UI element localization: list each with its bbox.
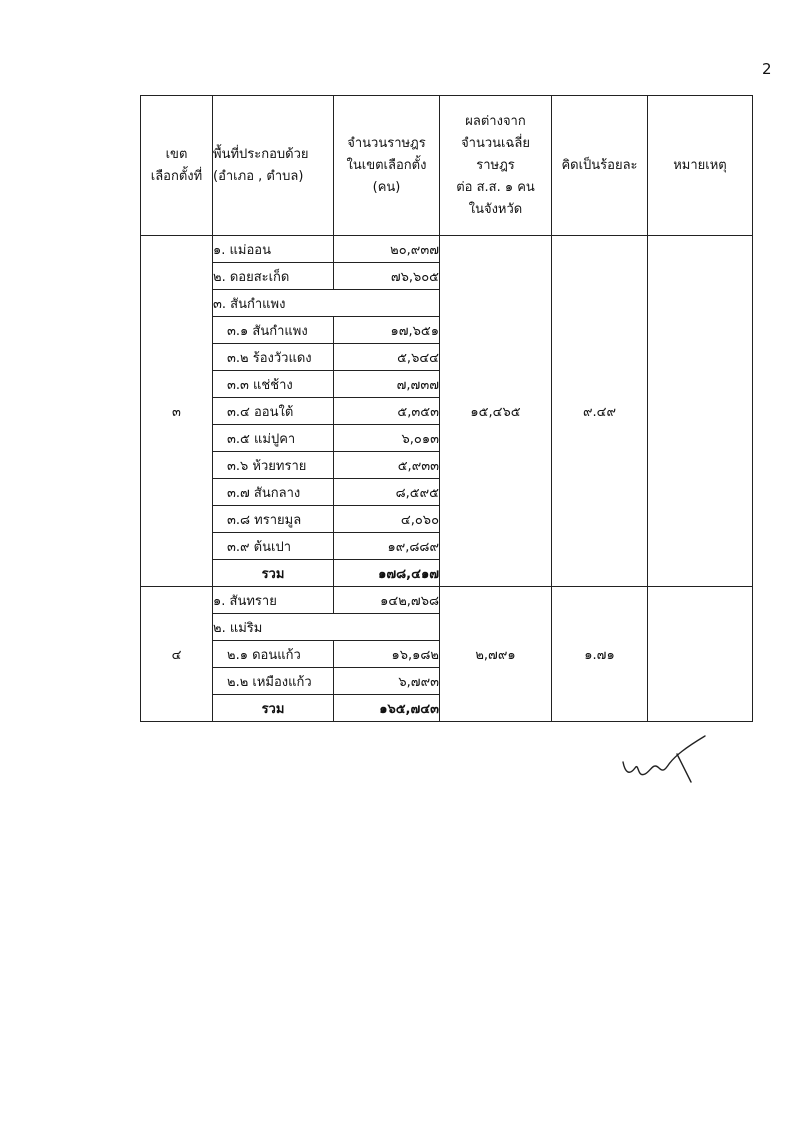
area-name: ๓.๕ แม่ปูคา <box>213 425 334 452</box>
header-remark: หมายเหตุ <box>648 96 753 236</box>
remark-cell <box>648 236 753 587</box>
total-value: ๑๖๕,๗๔๓ <box>334 695 440 722</box>
area-name: ๒. แม่ริม <box>213 614 440 641</box>
area-name: ๓.๔ ออนใต้ <box>213 398 334 425</box>
area-name: ๑. แม่ออน <box>213 236 334 263</box>
total-label: รวม <box>213 560 334 587</box>
population-value: ๗,๗๓๗ <box>334 371 440 398</box>
population-value: ๑๔๒,๗๖๘ <box>334 587 440 614</box>
total-value: ๑๗๘,๔๑๗ <box>334 560 440 587</box>
population-value: ๔,๐๖๐ <box>334 506 440 533</box>
header-population: จำนวนราษฎร ในเขตเลือกตั้ง (คน) <box>334 96 440 236</box>
population-value: ๗๖,๖๐๕ <box>334 263 440 290</box>
population-value: ๒๐,๙๓๗ <box>334 236 440 263</box>
district-number: ๔ <box>141 587 213 722</box>
area-name: ๓.๓ แช่ช้าง <box>213 371 334 398</box>
signature <box>615 728 725 788</box>
area-name: ๒.๒ เหมืองแก้ว <box>213 668 334 695</box>
area-name: ๓.๑ สันกำแพง <box>213 317 334 344</box>
area-name: ๓.๒ ร้องวัวแดง <box>213 344 334 371</box>
header-row <box>141 96 753 236</box>
population-value: ๑๗,๖๕๑ <box>334 317 440 344</box>
percent-value: ๙.๔๙ <box>552 236 648 587</box>
table-row <box>141 236 753 263</box>
population-value: ๕,๙๓๓ <box>334 452 440 479</box>
area-name: ๓.๖ ห้วยทราย <box>213 452 334 479</box>
population-value: ๖,๗๙๓ <box>334 668 440 695</box>
header-difference: ผลต่างจาก จำนวนเฉลี่ย ราษฎร ต่อ ส.ส. ๑ คน ในจังหวัด <box>440 96 552 236</box>
header-percent: คิดเป็นร้อยละ <box>552 96 648 236</box>
area-name: ๓.๙ ต้นเปา <box>213 533 334 560</box>
area-name: ๓.๘ ทรายมูล <box>213 506 334 533</box>
header-district: เขต เลือกตั้งที่ <box>141 96 213 236</box>
area-name: ๒. ดอยสะเก็ด <box>213 263 334 290</box>
population-value: ๖,๐๑๓ <box>334 425 440 452</box>
population-value: ๕,๖๔๔ <box>334 344 440 371</box>
header-area: พื้นที่ประกอบด้วย (อำเภอ , ตำบล) <box>213 96 334 236</box>
difference-value: ๒,๗๙๑ <box>440 587 552 722</box>
population-value: ๘,๕๙๕ <box>334 479 440 506</box>
table-row <box>141 587 753 614</box>
remark-cell <box>648 587 753 722</box>
population-value: ๑๖,๑๘๒ <box>334 641 440 668</box>
total-label: รวม <box>213 695 334 722</box>
area-name: ๓. สันกำแพง <box>213 290 440 317</box>
district-number: ๓ <box>141 236 213 587</box>
area-name: ๓.๗ สันกลาง <box>213 479 334 506</box>
population-value: ๑๙,๘๘๙ <box>334 533 440 560</box>
percent-value: ๑.๗๑ <box>552 587 648 722</box>
population-value: ๕,๓๕๓ <box>334 398 440 425</box>
area-name: ๑. สันทราย <box>213 587 334 614</box>
difference-value: ๑๕,๔๖๕ <box>440 236 552 587</box>
area-name: ๒.๑ ดอนแก้ว <box>213 641 334 668</box>
page-number: 2 <box>762 60 772 78</box>
district-table <box>140 95 753 722</box>
